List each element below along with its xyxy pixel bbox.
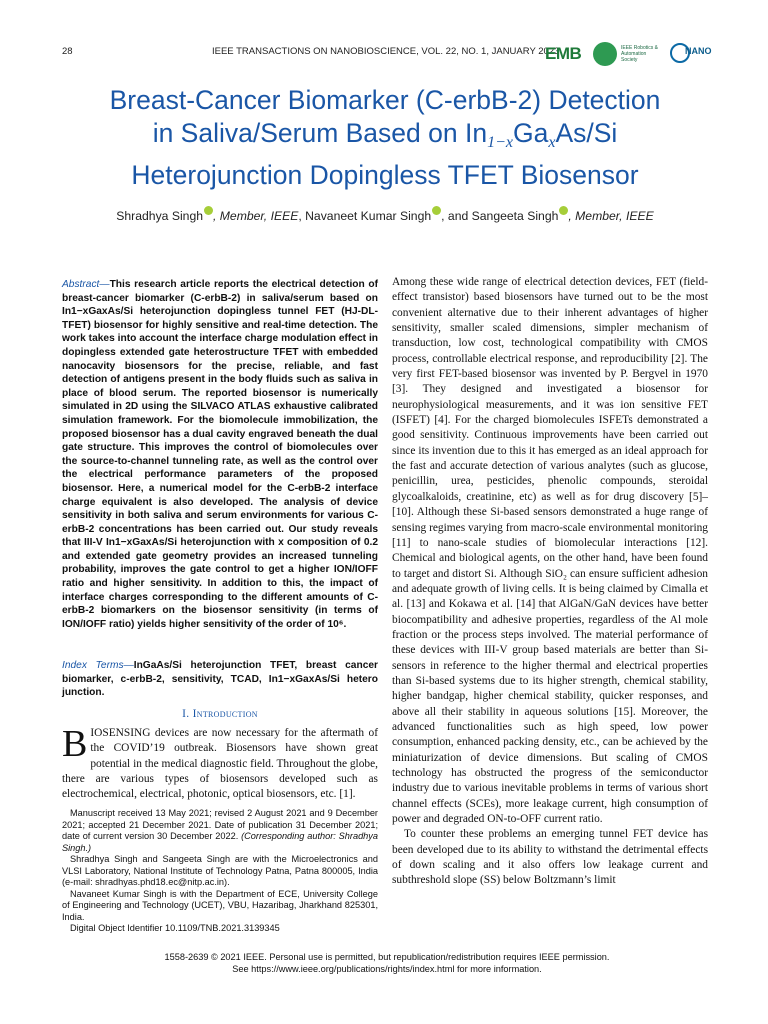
emb-logo: EMB [545, 44, 582, 63]
title-subscript: x [548, 134, 556, 151]
index-terms-lead: Index Terms— [62, 660, 134, 671]
title-subscript: 1−x [487, 134, 513, 151]
body-paragraph: Among these wide range of electrical detection devices, FET (field-effect transistor) based biosensors have turned out to be the most convenient alternative due to their inherent advantages of higher sensitivity, smaller scaled dimensions, simpler mechanism of transduction, low cost, technological compatibility with CMOS process, controllable electrical response, and reproducibility [2]. The very first FET-based biosensor was invented by P. Bergvel in 1970 [3]. They designed and investigated a biosensor for neurophysiological measurements, and it was ion sensitive FET (ISFET) [4]. For the charged biomolecules ISFETs demonstrated a good sensitivity. Continuous improvements have been carried out since its invention due to this it has emerged as an ideal approach for the fast and accurate detection of various analytes (such as glucose, penicillin, urea, pesticides, phenolic compounds, steroidal glycoalkaloids, creatinine, etc) as well as for drug discovery [5]–[10]. Although these Si-based sensors demonstrated a huge range of sensing regimes varying from macro-scale environmental monitoring [11] to nano-scale studies of biomolecular interactions [12]. Chemical and biological agents, on the other hand, have been found to target and distort Si. Although SiO₂ can ensure sufficient adhesion and adequate growth of living cells. It is being claimed by Cimalla et al. [13] and Kokawa et al. [14] that AlGaN/GaN devices have better biocompatibility and adhesive properties, regardless of the Al mole fraction or the process steps involved. The material performance of these devices with III-V group based materials are better than Si-sensors in reference to the higher thermal and electrical properties than Si-based systems due to its higher strength, chemical stability, higher bandgap, higher chemical stability, quicker responses, and above all their stability in aqueous solutions [15]. Moreover, the advanced functionalities such as high speed, low power consumption, enhanced packing density, etc., can be achieved by the miniaturization of device dimensions. But scaling of CMOS technology has obstructed the progress of the semiconductor industry due to various inevitable problems in terms of various short channel effects (SCEs), more leakage current, high consumption of power and degraded ON-to-OFF current ratio. [392, 276, 708, 826]
abstract-lead: Abstract— [62, 279, 110, 290]
journal-name: IEEE TRANSACTIONS ON NANOBIOSCIENCE, VOL. 22, NO. 1, JANUARY 2023 [212, 46, 560, 57]
nano-logo: NANO [685, 46, 712, 56]
abstract [62, 278, 378, 631]
section-title: Introduction [192, 708, 258, 720]
intro-first-word: IOSENSING [90, 727, 151, 739]
author-role: , Member, IEEE [213, 209, 299, 224]
intro-paragraph [62, 723, 379, 802]
index-terms [62, 659, 378, 700]
ras-logo-text: IEEE Robotics & Automation Society [621, 45, 658, 63]
society-logos [545, 40, 725, 70]
footnote-received [62, 808, 378, 854]
corresponding-author: (Corresponding author: Shradhya Singh.) [62, 831, 378, 853]
section-heading [62, 708, 378, 720]
title-line-3: Heterojunction Dopingless TFET Biosensor [131, 160, 639, 190]
title-line-2 [40, 117, 730, 159]
author-name: Shradhya Singh [116, 209, 203, 224]
intro-text: devices are now necessary for the aftermath of the COVID’19 outbreak. Biosensors have shown great potential in the medical diagnostic field. Throughout the globe, there are various types of biosensors developed such as electrochemical, electrical, photonic, optical biosensors, etc. [1]. [62, 727, 379, 801]
title-part: As/Si [555, 118, 618, 148]
abstract-text: This research article reports the electrical detection of breast-cancer biomarker (C-erbB-2) in saliva/serum based on In1−xGaxAs/Si heterojunction dopingless tunnel FET (HJ-DL-TFET) biosensor for highly sensitive and real-time detection. The work takes into account the interface charge modulation effect in dopingless extended gate heterostructure TFET with embedded nanocavity biosensors for the precise, reliable, and fast detection of antigens present in the body fluids such as saliva in place of blood serum. The reported biosensor is numerically simulated in 2D using the SILVACO ATLAS exhaustive calibrated simulation framework. For the biomolecule immobilization, the proposed biosensor has a dual cavity engraved beneath the dual gate structure. This improves the control of biomolecules over the source-to-channel tunneling rate, as well as the control over the electrical performance parameters of the proposed biosensor. Here, a numerical model for the C-erbB-2 interface charge equivalent is also developed. The analysis of device sensitivity in both saliva and serum environments for various C-erbB-2 concentrations has been carried out. Our study reveals that III-V In1−xGaxAs/Si heterojunction with x composition of 0.2 and extended gate geometry provides an increased tunneling probability, improves the gate control to get a higher ION/IOFF ratio and higher sensitivity. In addition to this, the impact of interface charges corresponding to the different amounts of C-erbB-2 biomarkers on the biosensor sensitivity (in terms of ION/IOFF ratio) yields higher sensitivity of the order of 10⁶. [62, 279, 378, 630]
body-text-right [392, 275, 708, 889]
title-part: Ga [512, 118, 549, 148]
copyright-line: 1558-2639 © 2021 IEEE. Personal use is permitted, but republication/redistribution requires IEEE permission. [164, 952, 610, 962]
paper-title [40, 84, 730, 192]
footnotes [62, 808, 378, 935]
ras-logo-icon [593, 42, 617, 66]
footnote-doi[interactable]: Digital Object Identifier 10.1109/TNB.2021.3139345 [70, 923, 280, 933]
body-paragraph: To counter these problems an emerging tunnel FET device has been developed due to its ability to withstand the detrimental effects of down scaling and it also offers low leakage current and subthreshold slope (SS) below Boltzmann’s limit [392, 828, 708, 887]
title-part: in Saliva/Serum Based on In [152, 118, 488, 148]
page-number: 28 [62, 46, 73, 57]
index-terms-text: InGaAs/Si heterojunction TFET, breast cancer biomarker, c-erbB-2, sensitivity, TCAD, In1−xGaxAs/Si hetero junction. [62, 660, 378, 699]
author-name: , and Sangeeta Singh [441, 209, 559, 224]
footnote-affiliation: Shradhya Singh and Sangeeta Singh are with the Microelectronics and VLSI Laboratory, National Institute of Technology Patna, Patna 800005, India (e-mail: shradhyas.phd18.ec@nitp.ac.in). [62, 854, 378, 887]
author-name: , Navaneet Kumar Singh [298, 209, 432, 224]
orcid-icon[interactable] [432, 206, 441, 215]
drop-cap: B [62, 723, 88, 765]
author-role: , Member, IEEE [568, 209, 654, 224]
received-text: Manuscript received 13 May 2021; revised 2 August 2021 and 9 December 2021; accepted 21 December 2021. Date of publication 31 December 2021; date of current version 30 December 2022. [62, 808, 378, 841]
orcid-icon[interactable] [204, 206, 213, 215]
section-number: I. [182, 708, 193, 720]
title-line-1: Breast-Cancer Biomarker (C-erbB-2) Detection [109, 85, 661, 115]
rights-link[interactable]: See https://www.ieee.org/publications/rights/index.html for more information. [232, 963, 542, 974]
author-list [40, 206, 730, 223]
copyright-notice [62, 952, 712, 975]
footnote-affiliation: Navaneet Kumar Singh is with the Department of ECE, University College of Engineering and Technology (UCET), VBU, Hazaribag, Jharkhand 825301, India. [62, 888, 378, 922]
